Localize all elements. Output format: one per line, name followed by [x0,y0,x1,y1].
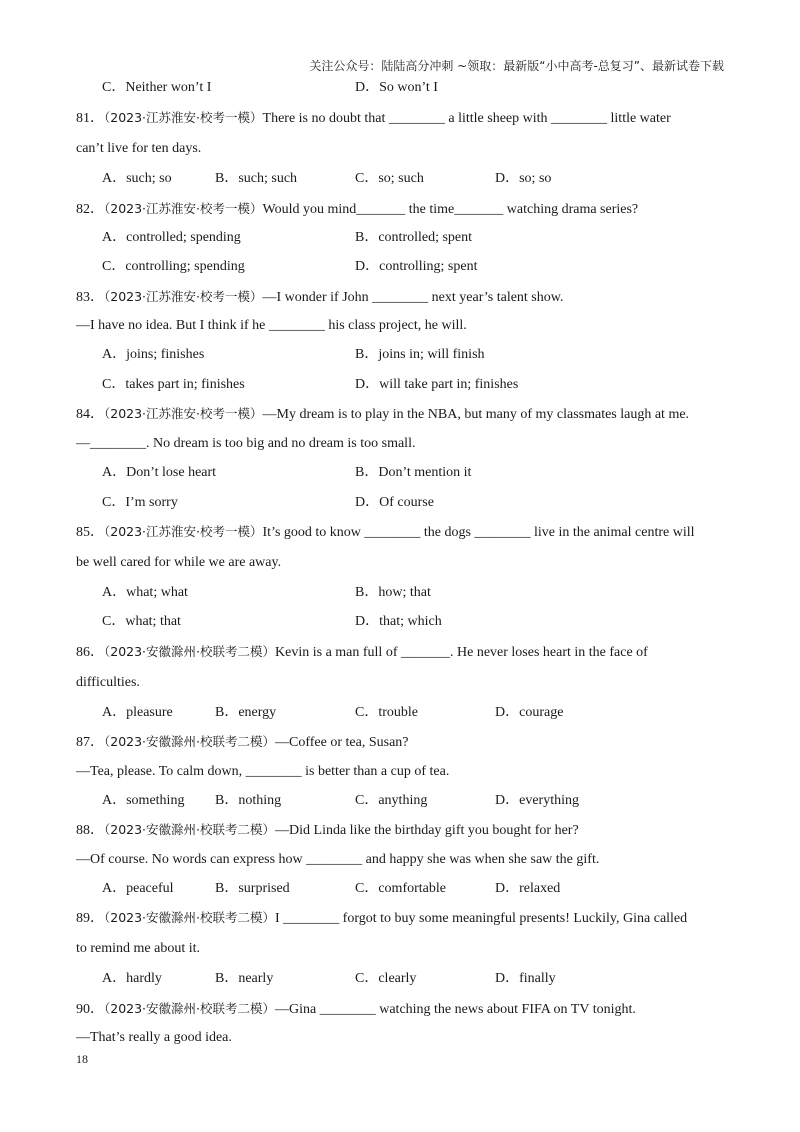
option-d: D．So won’t I [355,80,438,95]
option-c: C．trouble [355,705,418,720]
question-source: （2023·安徽滁州·校联考二模） [104,734,276,749]
question-source: （2023·江苏淮安·校考一模） [104,110,263,125]
question-text: —I wonder if John ________ next year’s talent show. [262,290,564,305]
question-text: —Gina ________ watching the news about FIFA on TV tonight. [275,1002,636,1017]
question-number: 87． [76,735,104,750]
option-c: C．I’m sorry [102,495,178,510]
question-text: —Did Linda like the birthday gift you bought for her? [275,823,579,838]
question-text: —Coffee or tea, Susan? [275,735,409,750]
option-c: C．so; such [355,171,424,186]
option-a: A．pleasure [102,705,173,720]
option-a: A．joins; finishes [102,347,205,362]
question-85 [76,524,695,541]
question-number: 81． [76,111,104,126]
question-text-continued: —That’s really a good idea. [76,1030,232,1045]
page-number: 18 [76,1052,88,1066]
question-source: （2023·江苏淮安·校考一模） [104,289,263,304]
question-source: （2023·安徽滁州·校联考二模） [104,644,276,659]
question-number: 83． [76,290,104,305]
option-b: B．such; such [215,171,298,186]
option-c: C．anything [355,793,428,808]
question-text: I ________ forgot to buy some meaningful presents! Luckily, Gina called [275,911,688,926]
question-88 [76,822,579,839]
option-b: B．controlled; spent [355,230,473,245]
question-source: （2023·江苏淮安·校考一模） [104,524,263,539]
question-text-continued: be well cared for while we are away. [76,555,282,570]
option-b: B．surprised [215,881,290,896]
question-90 [76,1001,636,1018]
question-text-continued: —Of course. No words can express how ________ and happy she was when she saw the gift. [76,852,600,867]
question-number: 84． [76,407,104,422]
question-source: （2023·安徽滁州·校联考二模） [104,910,276,925]
option-b: B．joins in; will finish [355,347,485,362]
option-d: D．relaxed [495,881,561,896]
question-source: （2023·江苏淮安·校考一模） [104,201,263,216]
option-d: D．courage [495,705,564,720]
question-number: 85． [76,525,104,540]
page-header: 关注公众号：陆陆高分冲刺 ~领取：最新版“小中高考-总复习”、最新试卷下载 [309,59,724,73]
question-text-continued: can’t live for ten days. [76,141,202,156]
question-text: Kevin is a man full of _______. He never loses heart in the face of [275,645,648,660]
option-d: D．controlling; spent [355,259,478,274]
question-number: 89． [76,911,104,926]
option-d: D．everything [495,793,579,808]
option-d: D．Of course [355,495,434,510]
option-a: A．something [102,793,185,808]
question-text: There is no doubt that ________ a little sheep with ________ little water [262,111,671,126]
question-text: It’s good to know ________ the dogs ________ live in the animal centre will [262,525,695,540]
question-81 [76,110,671,127]
question-82 [76,201,638,218]
option-c: C．takes part in; finishes [102,377,245,392]
question-source: （2023·江苏淮安·校考一模） [104,406,263,421]
option-b: B．how; that [355,585,431,600]
question-84 [76,406,689,423]
option-c: C．controlling; spending [102,259,245,274]
option-b: B．energy [215,705,277,720]
question-87 [76,734,409,751]
question-number: 90． [76,1002,104,1017]
option-a: A．hardly [102,971,162,986]
option-d: D．so; so [495,171,552,186]
option-a: A．peaceful [102,881,174,896]
question-text-continued: —I have no idea. But I think if he ________ his class project, he will. [76,318,467,333]
option-a: A．controlled; spending [102,230,241,245]
option-b: B．nearly [215,971,274,986]
question-83 [76,289,563,306]
question-source: （2023·安徽滁州·校联考二模） [104,822,276,837]
option-d: D．will take part in; finishes [355,377,519,392]
question-number: 82． [76,202,104,217]
option-c: C．Neither won’t I [102,80,212,95]
option-c: C．comfortable [355,881,446,896]
option-d: D．finally [495,971,556,986]
option-b: B．nothing [215,793,282,808]
question-text-continued: to remind me about it. [76,941,201,956]
question-86 [76,644,648,661]
option-b: B．Don’t mention it [355,465,472,480]
question-89 [76,910,687,927]
question-text-continued: —________. No dream is too big and no dream is too small. [76,436,416,451]
option-c: C．clearly [355,971,417,986]
question-number: 88． [76,823,104,838]
question-text-continued: —Tea, please. To calm down, ________ is better than a cup of tea. [76,764,450,779]
question-source: （2023·安徽滁州·校联考二模） [104,1001,276,1016]
option-d: D．that; which [355,614,442,629]
option-a: A．what; what [102,585,188,600]
question-text-continued: difficulties. [76,675,140,690]
question-number: 86． [76,645,104,660]
question-text: —My dream is to play in the NBA, but many of my classmates laugh at me. [262,407,690,422]
option-a: A．Don’t lose heart [102,465,217,480]
option-a: A．such; so [102,171,172,186]
option-c: C．what; that [102,614,181,629]
question-text: Would you mind_______ the time_______ watching drama series? [262,202,639,217]
